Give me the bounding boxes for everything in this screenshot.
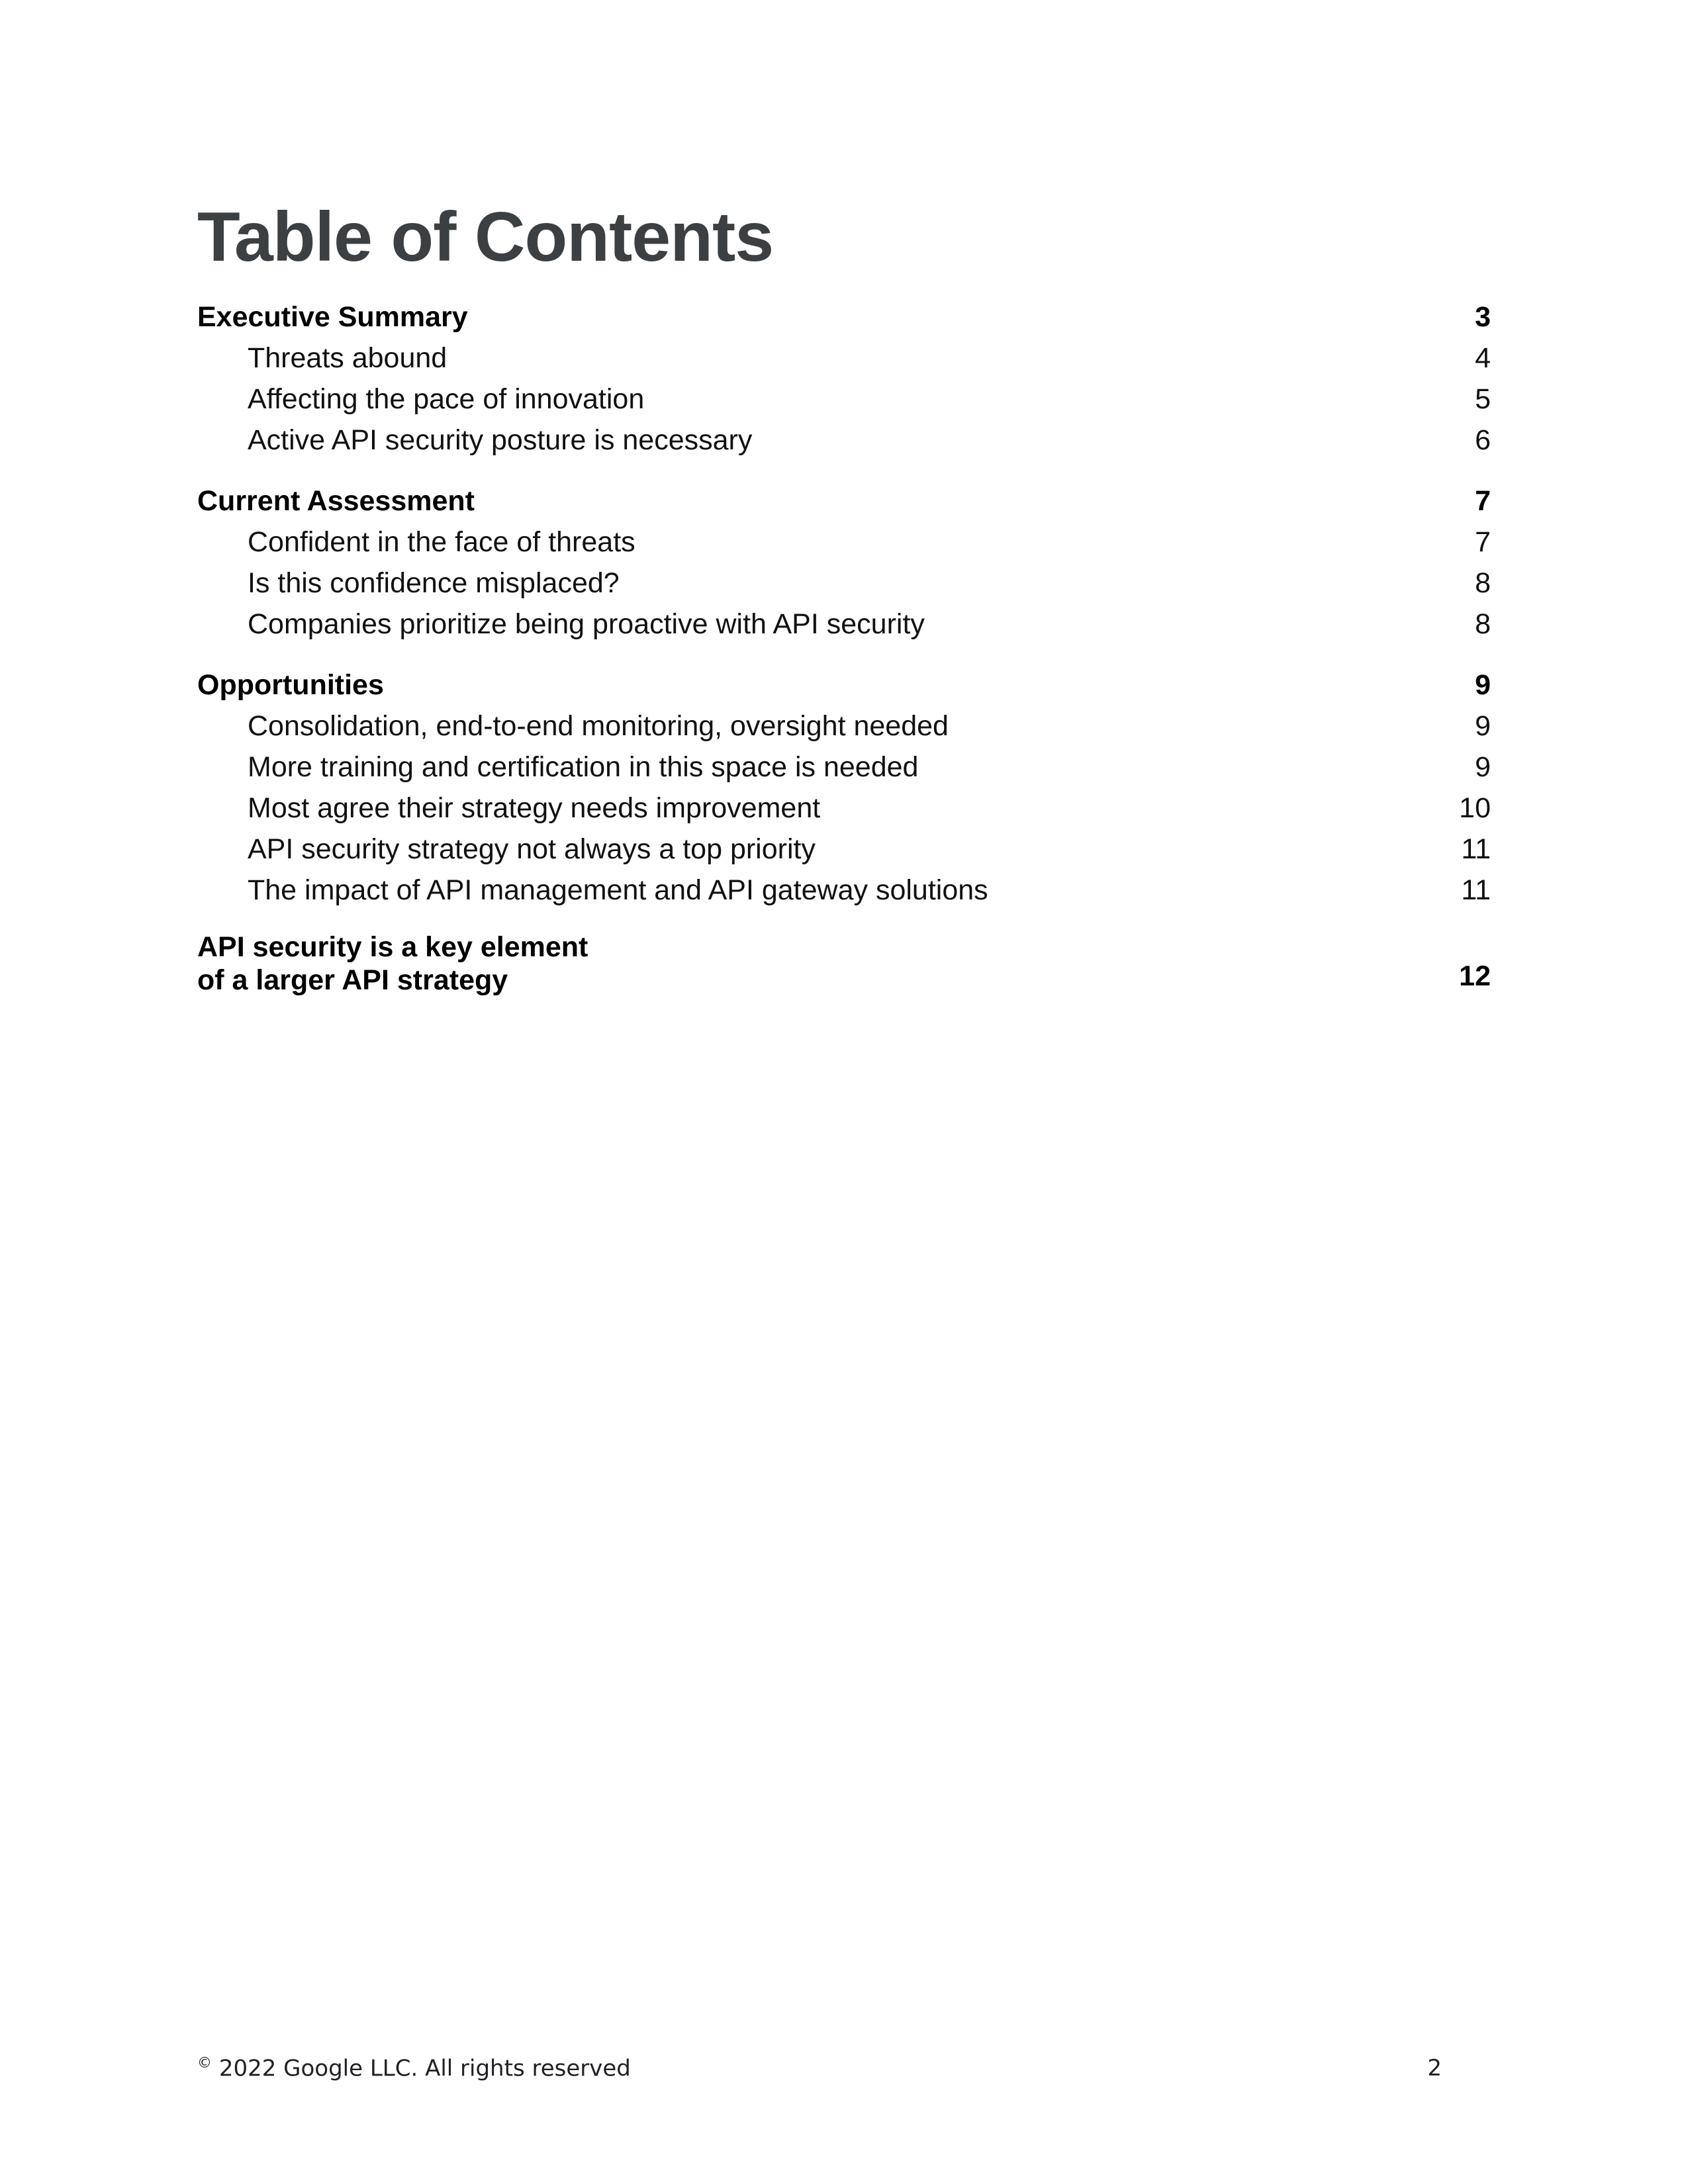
toc-subentry-page: 4 — [1475, 342, 1491, 374]
toc-subentry[interactable] — [197, 705, 1491, 747]
toc-subentry[interactable] — [197, 522, 1491, 563]
copyright-text: 2022 Google LLC. All rights reserved — [218, 2055, 631, 2082]
toc-subentry[interactable] — [197, 338, 1491, 379]
toc-subentry-title: API security strategy not always a top priority — [248, 833, 816, 865]
toc-entry-title-line: API security is a key element — [197, 931, 588, 963]
toc-subentry-title: More training and certification in this space is needed — [248, 751, 919, 783]
toc-subentry[interactable] — [197, 563, 1491, 604]
toc-subentry-title: The impact of API management and API gateway solutions — [248, 874, 988, 906]
toc-subentry-title: Is this confidence misplaced? — [248, 567, 620, 599]
toc-entry[interactable] — [197, 480, 1491, 522]
toc-entry[interactable] — [197, 296, 1491, 338]
toc-subentry[interactable] — [197, 420, 1491, 461]
page-footer — [197, 2055, 1442, 2081]
toc-subentry-title: Companies prioritize being proactive with API security — [248, 608, 925, 640]
toc-entry-page: 12 — [1459, 960, 1491, 992]
toc-subentry-page: 8 — [1475, 608, 1491, 640]
toc-section-api-security-strategy — [197, 931, 1491, 997]
copyright-notice — [197, 2055, 631, 2081]
toc-entry-title: Current Assessment — [197, 485, 475, 517]
toc-subentry-title: Consolidation, end-to-end monitoring, oversight needed — [248, 710, 949, 742]
toc-entry[interactable] — [197, 931, 1491, 997]
toc-subentry-title: Most agree their strategy needs improvement — [248, 792, 821, 824]
toc-subentry-page: 8 — [1475, 567, 1491, 599]
toc-subentry[interactable] — [197, 379, 1491, 420]
toc-entry-page: 7 — [1475, 485, 1491, 517]
page-number: 2 — [1427, 2055, 1442, 2081]
toc-subentry[interactable] — [197, 870, 1491, 911]
toc-subentry[interactable] — [197, 788, 1491, 829]
toc-entry-title-line: of a larger API strategy — [197, 964, 508, 996]
page-title: Table of Contents — [197, 198, 774, 276]
toc-entry-title: Executive Summary — [197, 301, 468, 333]
toc-subentry[interactable] — [197, 747, 1491, 788]
table-of-contents — [197, 296, 1491, 1017]
toc-subentry[interactable] — [197, 829, 1491, 870]
toc-subentry-title: Threats abound — [248, 342, 447, 374]
toc-section-current-assessment — [197, 480, 1491, 645]
toc-subentry-title: Active API security posture is necessary — [248, 424, 753, 456]
toc-subentry-page: 5 — [1475, 383, 1491, 415]
toc-subentry-page: 7 — [1475, 526, 1491, 558]
toc-subentry-page: 9 — [1475, 710, 1491, 742]
toc-subentry-page: 6 — [1475, 424, 1491, 456]
toc-entry-title: Opportunities — [197, 669, 384, 701]
toc-entry[interactable] — [197, 664, 1491, 705]
toc-entry-title — [197, 931, 588, 997]
toc-section-executive-summary — [197, 296, 1491, 461]
toc-subentry-page: 9 — [1475, 751, 1491, 783]
toc-subentry-page: 11 — [1461, 874, 1491, 906]
toc-subentry[interactable] — [197, 604, 1491, 645]
toc-entry-page: 3 — [1475, 301, 1491, 333]
copyright-symbol: © — [197, 2055, 212, 2071]
toc-subentry-title: Confident in the face of threats — [248, 526, 635, 558]
toc-subentry-title: Affecting the pace of innovation — [248, 383, 645, 415]
toc-subentry-page: 10 — [1459, 792, 1491, 824]
toc-subentry-page: 11 — [1461, 833, 1491, 865]
toc-section-opportunities — [197, 664, 1491, 911]
toc-entry-page: 9 — [1475, 669, 1491, 701]
